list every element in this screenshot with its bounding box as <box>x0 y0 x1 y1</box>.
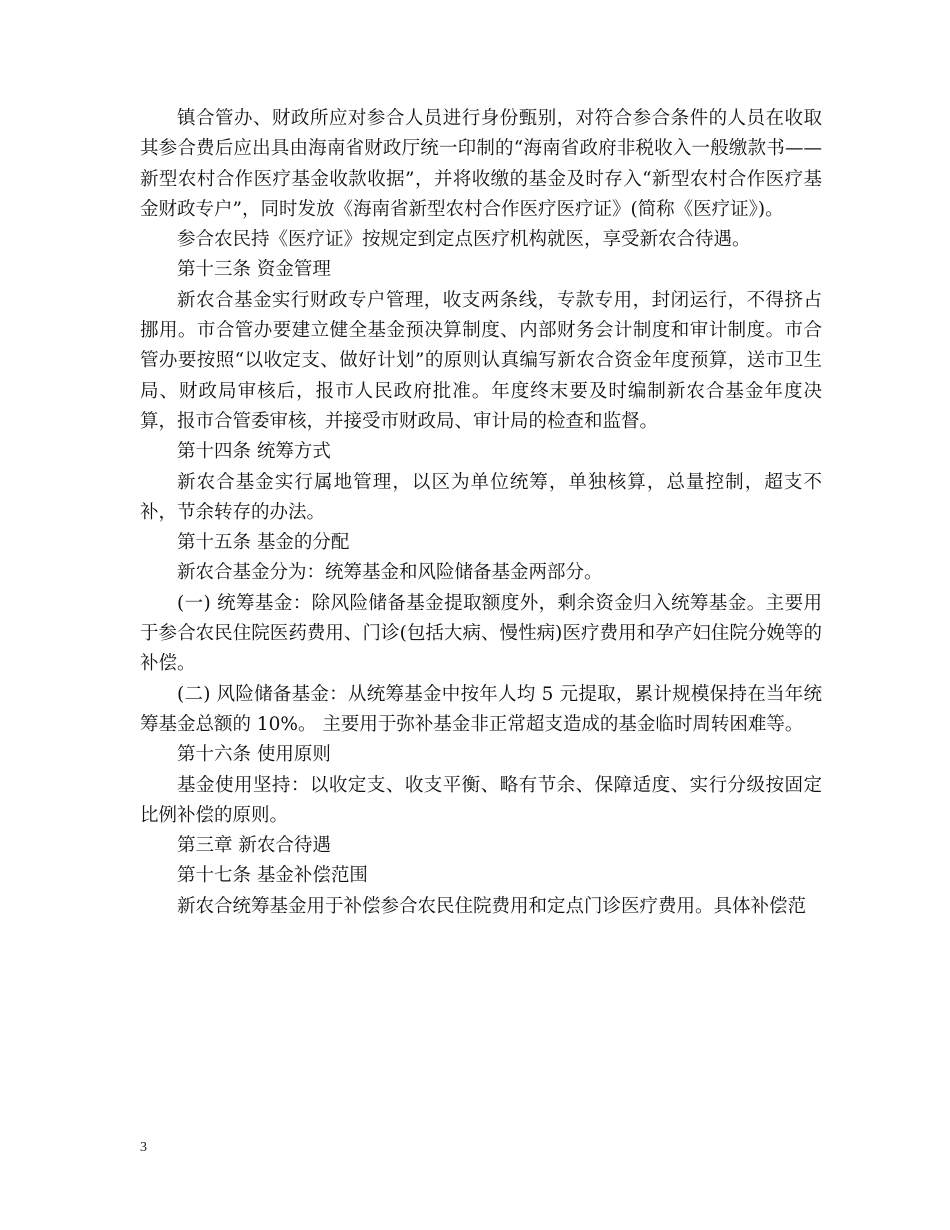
paragraph: 镇合管办、财政所应对参合人员进行身份甄别，对符合参合条件的人员在收取其参合费后应出具由海南省财政厅统一印制的“海南省政府非税收入一般缴款书——新型农村合作医疗基金收款收据”，并将收缴的基金及时存入“新型农村合作医疗基金财政专户”，同时发放《海南省新型农村合作医疗医疗证》(简称《医疗证》)。 <box>140 108 822 220</box>
article-heading: 第十三条 资金管理 <box>177 259 331 281</box>
paragraph: 新农合基金实行财政专户管理，收支两条线，专款专用，封闭运行，不得挤占挪用。市合管办要建立健全基金预决算制度、内部财务会计制度和审计制度。市合管办要按照“以收定支、做好计划”的原则认真编写新农合资金年度预算，送市卫生局、财政局审核后，报市人民政府批准。年度终末要及时编制新农合基金年度决算，报市合管委审核，并接受市财政局、审计局的检查和监督。 <box>140 289 822 432</box>
paragraph: (二) 风险储备基金：从统筹基金中按年人均 5 元提取，累计规模保持在当年统筹基金总额的 10%。 主要用于弥补基金非正常超支造成的基金临时周转困难等。 <box>140 683 822 735</box>
article-heading: 第十六条 使用原则 <box>177 744 331 766</box>
document-body <box>140 104 822 922</box>
article-heading: 第十五条 基金的分配 <box>177 532 350 554</box>
paragraph: (一) 统筹基金：除风险储备基金提取额度外，剩余资金归入统筹基金。主要用于参合农民住院医药费用、门诊(包括大病、慢性病)医疗费用和孕产妇住院分娩等的补偿。 <box>140 592 822 675</box>
paragraph: 基金使用坚持：以收定支、收支平衡、略有节余、保障适度、实行分级按固定比例补偿的原则。 <box>140 774 822 826</box>
paragraph: 新农合统筹基金用于补偿参合农民住院费用和定点门诊医疗费用。具体补偿范 <box>177 895 807 917</box>
paragraph: 新农合基金分为：统筹基金和风险储备基金两部分。 <box>177 562 603 584</box>
chapter-heading: 第三章 新农合待遇 <box>177 835 331 857</box>
paragraph: 新农合基金实行属地管理，以区为单位统筹，单独核算，总量控制，超支不补，节余转存的办法。 <box>140 471 822 523</box>
article-heading: 第十四条 统筹方式 <box>177 441 331 463</box>
paragraph: 参合农民持《医疗证》按规定到定点医疗机构就医，享受新农合待遇。 <box>177 229 751 251</box>
article-heading: 第十七条 基金补偿范围 <box>177 865 368 887</box>
page-number: 3 <box>140 1140 147 1155</box>
